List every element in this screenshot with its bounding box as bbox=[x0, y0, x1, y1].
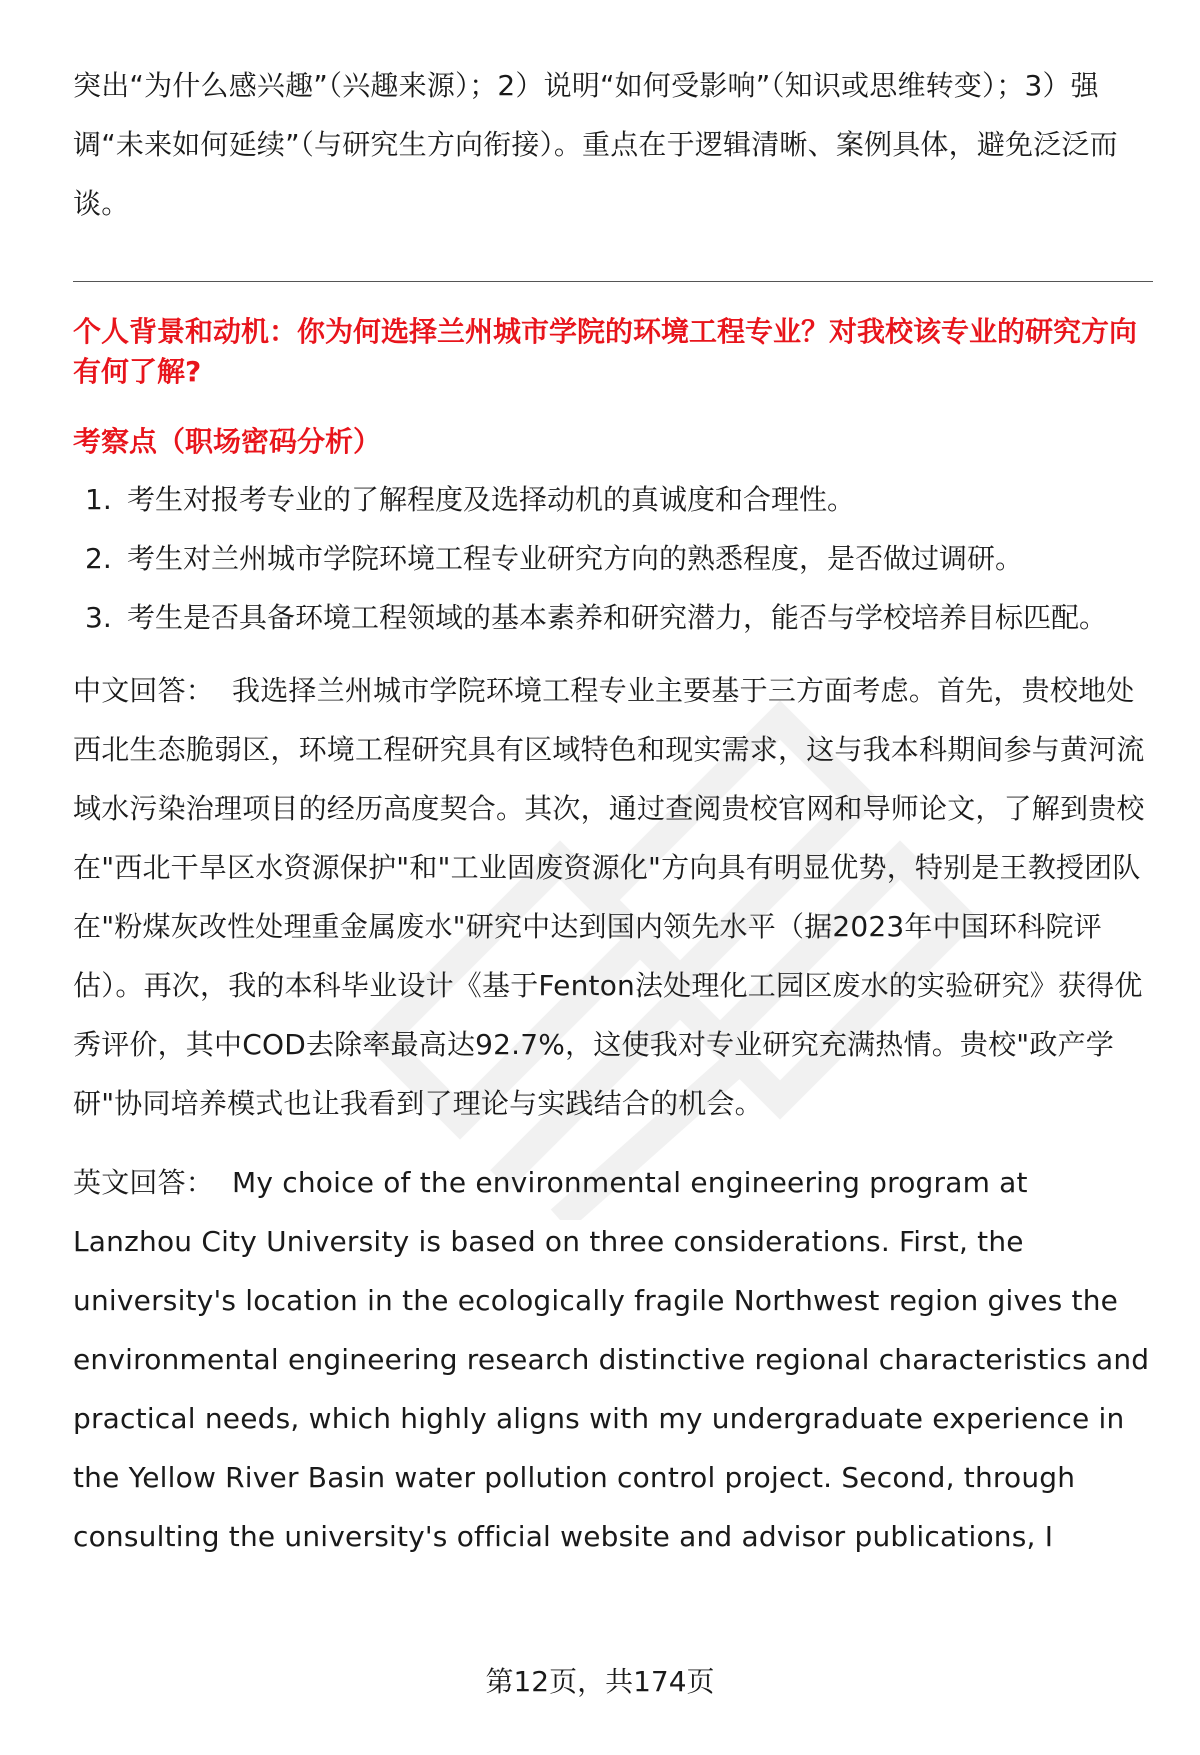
chinese-answer-text: 我选择兰州城市学院环境工程专业主要基于三方面考虑。首先，贵校地处西北生态脆弱区，环境工程研究具有区域特色和现实需求，这与我本科期间参与黄河流域水污染治理项目的经历高度契合。其次，通过查阅贵校官网和导师论文，了解到贵校在"西北干旱区水资源保护"和"工业固废资源化"方向具有明显优势，特别是王教授团队在"粉煤灰改性处理重金属废水"研究中达到国内领先水平（据2023年中国环科院评估）。再次，我的本科毕业设计《基于Fenton法处理化工园区废水的实验研究》获得优秀评价，其中COD去除率最高达92.7%，这使我对专业研究充满热情。贵校"政产学研"协同培养模式也让我看到了理论与实践结合的机会。 bbox=[73, 674, 1145, 1120]
english-answer-label: 英文回答： bbox=[73, 1166, 215, 1199]
focus-point-number: 1. bbox=[85, 483, 112, 516]
page-number-footer: 第12页，共174页 bbox=[485, 1665, 715, 1698]
focus-point-number: 3. bbox=[85, 601, 112, 634]
english-answer-paragraph bbox=[73, 1153, 1153, 1566]
chinese-answer-label: 中文回答： bbox=[73, 674, 215, 707]
focus-points-list bbox=[73, 470, 1153, 647]
english-answer-text: My choice of the environmental engineering program at Lanzhou City University is based on three considerations. First, the university's location in the ecologically fragile Northwest region gives the environmental engineering research distinctive regional characteristics and practical needs, which highly aligns with my undergraduate experience in the Yellow River Basin water pollution control project. Second, through consulting the university's official website and advisor publications, I bbox=[73, 1166, 1150, 1553]
focus-point-item bbox=[73, 588, 1153, 647]
focus-points-heading: 考察点（职场密码分析） bbox=[73, 425, 382, 458]
question-heading: 个人背景和动机：你为何选择兰州城市学院的环境工程专业？对我校该专业的研究方向有何了解? bbox=[73, 315, 1138, 388]
focus-point-item bbox=[73, 470, 1153, 529]
focus-point-text: 考生对报考专业的了解程度及选择动机的真诚度和合理性。 bbox=[127, 483, 856, 516]
chinese-answer-paragraph bbox=[73, 661, 1153, 1133]
document-page bbox=[73, 56, 1153, 1566]
focus-point-text: 考生是否具备环境工程领域的基本素养和研究潜力，能否与学校培养目标匹配。 bbox=[127, 601, 1108, 634]
section-divider bbox=[73, 281, 1153, 282]
intro-continuation-paragraph: 突出“为什么感兴趣”（兴趣来源）；2）说明“如何受影响”（知识或思维转变）；3）强调“未来如何延续”（与研究生方向衔接）。重点在于逻辑清晰、案例具体，避免泛泛而谈。 bbox=[73, 69, 1118, 220]
focus-point-item bbox=[73, 529, 1153, 588]
focus-point-number: 2. bbox=[85, 542, 112, 575]
focus-point-text: 考生对兰州城市学院环境工程专业研究方向的熟悉程度，是否做过调研。 bbox=[127, 542, 1024, 575]
